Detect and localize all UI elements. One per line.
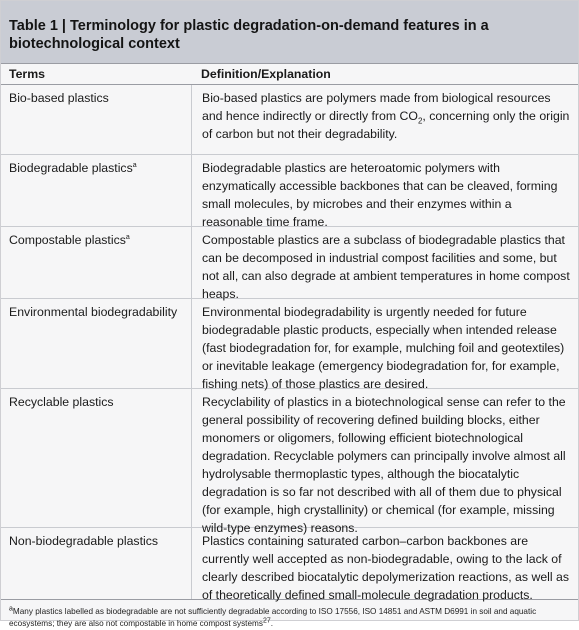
footnote-end: . bbox=[270, 619, 274, 628]
header-terms: Terms bbox=[9, 67, 45, 81]
term-text: Recyclable plastics bbox=[9, 395, 114, 409]
definition-cell bbox=[191, 528, 578, 602]
table-row bbox=[1, 389, 578, 535]
definition-text: Compostable plastics are a subclass of biodegradable plastics that can be decomposed in industrial compost facilities and some, but not all, can also degrade at ambient temperatures in home compost heaps. bbox=[202, 233, 570, 301]
definition-cell bbox=[191, 299, 578, 391]
term-cell bbox=[1, 528, 191, 599]
term-cell bbox=[1, 155, 191, 226]
definition-text-cont: , concerning only the origin of carbon but not their degradability. bbox=[202, 109, 570, 141]
subscript: 2 bbox=[417, 116, 423, 126]
term-cell bbox=[1, 299, 191, 388]
definition-text: Bio-based plastics are polymers made from biological resources and hence indirectly or directly from CO bbox=[202, 91, 551, 123]
table-row bbox=[1, 528, 578, 600]
table-row bbox=[1, 299, 578, 389]
term-cell bbox=[1, 227, 191, 298]
definition-cell bbox=[191, 155, 578, 229]
table-row bbox=[1, 85, 578, 155]
footnote-marker: a bbox=[125, 233, 130, 241]
table-number: Table 1 | bbox=[9, 18, 71, 34]
term-cell bbox=[1, 389, 191, 527]
footnote-marker: a bbox=[9, 605, 13, 613]
term-text: Compostable plastics bbox=[9, 233, 126, 247]
definition-text: Biodegradable plastics are heteroatomic polymers with enzymatically accessible backbones that can be cleaved, forming small molecules, by microbes and their enzymes within a reasonable time frame. bbox=[202, 161, 558, 229]
footnote-marker: a bbox=[132, 161, 137, 169]
table-header-row bbox=[1, 63, 578, 85]
reference-number: 27 bbox=[262, 617, 271, 625]
definition-text: Recyclability of plastics in a biotechnological sense can refer to the general possibility of recovering defined building blocks, either monomers or oligomers, following efficient biotechnological degradation. Recyclable polymers can principally involve almost all hydrolysable thermoplastic types, although the biocatalytic degradation is so far not described with all of them due to physical (for example, high crystallinity) or chemical (for example, missing wild-type enzymes) reasons. bbox=[202, 395, 566, 535]
table-title bbox=[9, 17, 570, 53]
term-text: Biodegradable plastics bbox=[9, 161, 133, 175]
header-definition: Definition/Explanation bbox=[201, 67, 331, 81]
definition-text: Environmental biodegradability is urgently needed for future biodegradable plastic products, especially when intended release (fast biodegradation for, for example, mulching foil and geotextiles) or inevitable leakage (emergency biodegradation for, for example, fishing nets) of those plastics are desired. bbox=[202, 305, 565, 391]
term-text: Environmental biodegradability bbox=[9, 305, 178, 319]
term-text: Bio-based plastics bbox=[9, 91, 109, 105]
footnote-text: Many plastics labelled as biodegradable are not sufficiently degradable according to ISO 17556, ISO 14851 and ASTM D6991 in soil and aquatic ecosystems; they are also not compostable in home compost systems bbox=[9, 607, 537, 628]
definition-cell bbox=[191, 227, 578, 301]
definition-cell bbox=[191, 389, 578, 535]
table-title-text: Terminology for plastic degradation-on-demand features in a biotechnological context bbox=[9, 18, 489, 52]
table-footnote bbox=[1, 600, 578, 630]
table-row bbox=[1, 227, 578, 299]
definition-cell bbox=[191, 85, 578, 154]
table-title-band bbox=[1, 1, 578, 63]
term-cell bbox=[1, 85, 191, 154]
table-row bbox=[1, 155, 578, 227]
term-text: Non-biodegradable plastics bbox=[9, 534, 159, 548]
definition-text: Plastics containing saturated carbon–carbon backbones are currently well accepted as non-biodegradable, owing to the lack of clearly described biocatalytic depolymerization reactions, as well as of theoretically defined small-molecule degradation products. bbox=[202, 534, 570, 602]
